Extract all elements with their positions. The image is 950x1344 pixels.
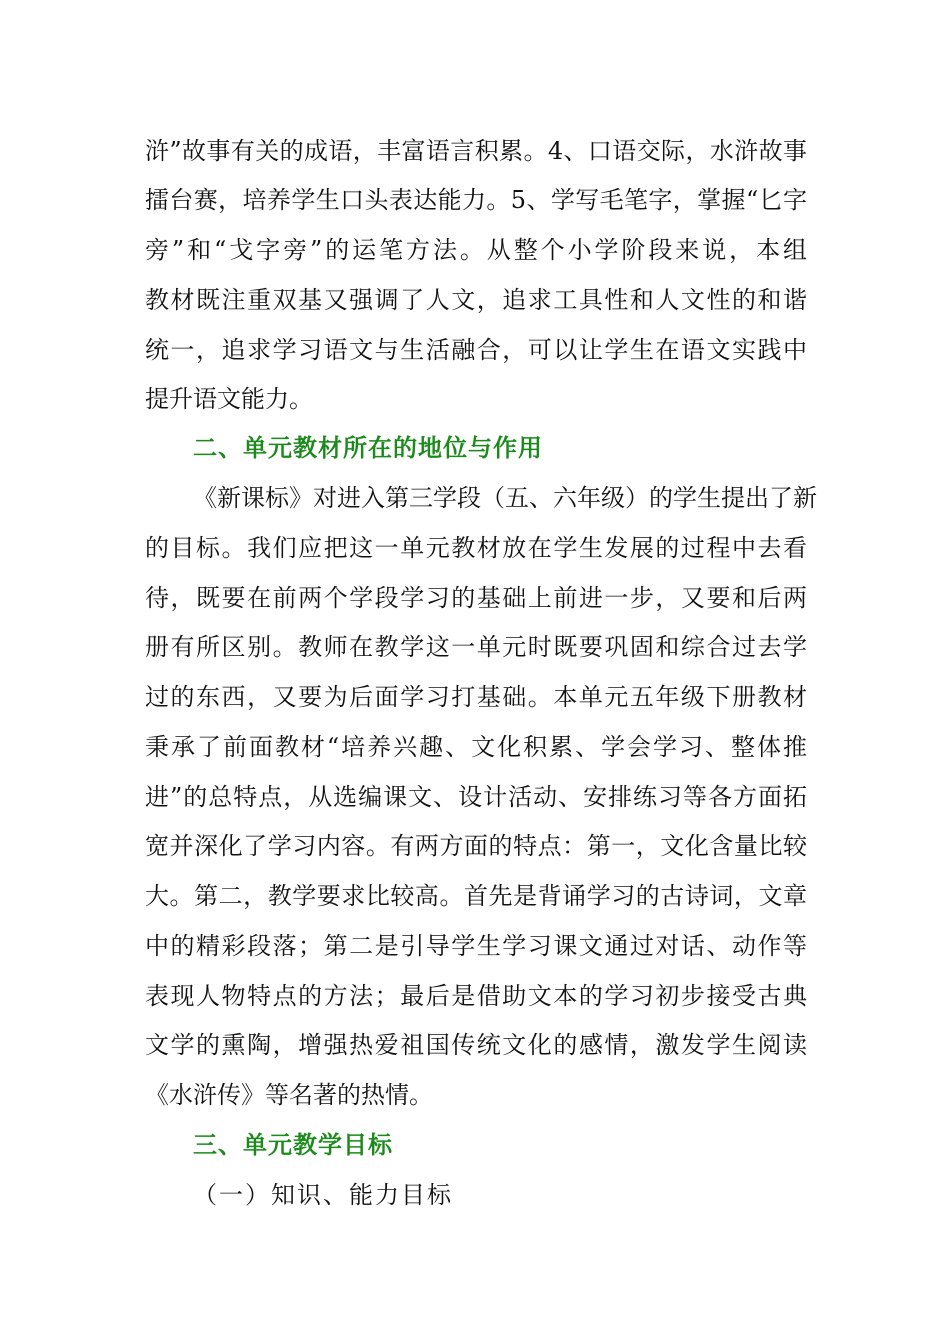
paragraph-line: 秉承了前面教材“培养兴趣、文化积累、学会学习、整体推 — [145, 733, 807, 761]
paragraph-line: 进”的总特点，从选编课文、设计活动、安排练习等各方面拓 — [145, 783, 807, 811]
paragraph-line: 表现人物特点的方法；最后是借助文本的学习初步接受古典 — [145, 982, 807, 1010]
section-heading: 三、单元教学目标 — [193, 1131, 393, 1159]
paragraph-line: 待，既要在前两个学段学习的基础上前进一步，又要和后两 — [145, 584, 807, 612]
paragraph-line: 文学的熏陶，增强热爱祖国传统文化的感情，激发学生阅读 — [145, 1031, 807, 1059]
paragraph-line: 宽并深化了学习内容。有两方面的特点：第一，文化含量比较 — [145, 832, 807, 860]
paragraph-line: 擂台赛，培养学生口头表达能力。5、学写毛笔字，掌握“匕字 — [145, 186, 807, 214]
paragraph-line: 《新课标》对进入第三学段（五、六年级）的学生提出了新 — [193, 484, 817, 512]
subsection-heading: （一）知识、能力目标 — [193, 1181, 453, 1209]
paragraph-line: 大。第二，教学要求比较高。首先是背诵学习的古诗词，文章 — [145, 882, 807, 910]
paragraph-line: 浒”故事有关的成语，丰富语言积累。4、口语交际，水浒故事 — [145, 137, 807, 165]
paragraph-line: 提升语文能力。 — [145, 385, 313, 413]
paragraph-line: 教材既注重双基又强调了人文，追求工具性和人文性的和谐 — [145, 286, 807, 314]
paragraph-line: 过的东西，又要为后面学习打基础。本单元五年级下册教材 — [145, 683, 807, 711]
paragraph-line: 《水浒传》等名著的热情。 — [145, 1081, 433, 1109]
paragraph-line: 的目标。我们应把这一单元教材放在学生发展的过程中去看 — [145, 534, 807, 562]
paragraph-line: 中的精彩段落；第二是引导学生学习课文通过对话、动作等 — [145, 932, 807, 960]
paragraph-line: 统一，追求学习语文与生活融合，可以让学生在语文实践中 — [145, 336, 807, 364]
section-heading: 二、单元教材所在的地位与作用 — [193, 434, 543, 462]
paragraph-line: 旁”和“戈字旁”的运笔方法。从整个小学阶段来说，本组 — [145, 236, 807, 264]
paragraph-line: 册有所区别。教师在教学这一单元时既要巩固和综合过去学 — [145, 633, 807, 661]
